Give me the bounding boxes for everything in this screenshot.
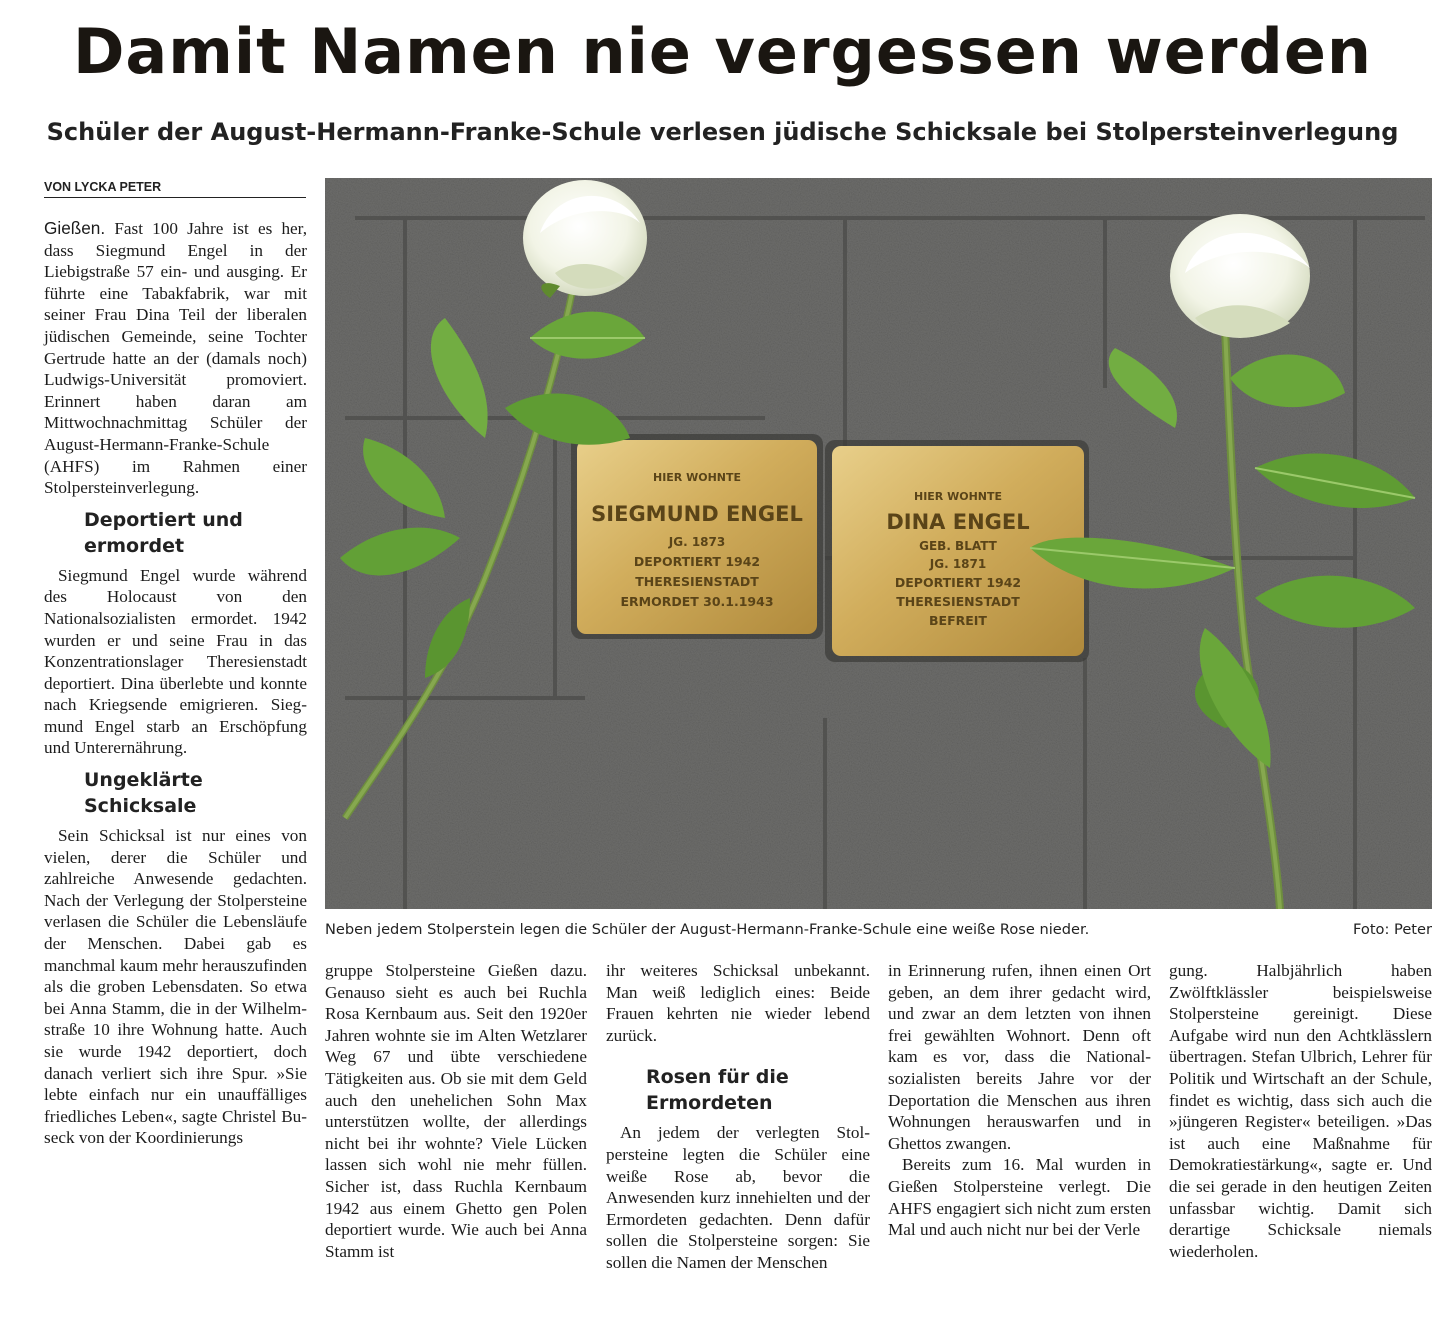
paragraph-3-part-1: Sein Schicksal ist nur eines von vielen, derer die Schüler und zahlreiche Anwesende gedachten. Nach der Verlegung der Stolpersteine verlasen die Schüler die Lebensläufe der Menschen. Dabei gab es manchmal kaum mehr herauszufinden als die groben Lebensdaten. So etwa bei Anna Stamm, die in der Wilhelmstraße 10 ihre Wohnung hatte. Auch sie wurde 1942 deportiert, doch danach verliert sich ihre Spur. »Sie lebte einfach nur ein unauffälliges friedliches Leben«, sagte Christel Buseck von der Koordinierungs — [44, 826, 307, 1148]
subheading-deportiert: Deportiert und ermordet — [84, 508, 243, 557]
paragraph-5-part-2: gung. Halbjährlich haben Zwölftklässler beispielsweise Stolpersteine gereinigt. Diese Aufgabe wird nun den Achtklässlern übertragen. Stefan Ulbrich, Lehrer für Politik und Wirtschaft an der Schule, findet es wichtig, dass sich auch die »jüngeren Register« beteiligen. »Das ist auch eine Maßnahme für Demokratiestärkung«, sagte er. Und die sei gerade in den heutigen Zeiten unfassbar wichtig. Damit sich derartige Schicksale niemals wiederholen. — [1169, 961, 1432, 1261]
photo-caption-bar — [325, 917, 1432, 943]
article-column-5 — [1169, 960, 1432, 1262]
article-column-3 — [606, 960, 870, 1274]
dateline: Gießen. — [44, 218, 106, 238]
subheading-rosen: Rosen für die Ermordeten — [646, 1066, 789, 1115]
subheading-ungeklaerte-schicksale: Ungeklärte Schicksale — [84, 769, 203, 818]
stone2-line6: THERESIENSTADT — [896, 594, 1020, 609]
paragraph-5-part-1: Bereits zum 16. Mal wurden in Gießen Stolpersteine verlegt. Die AHFS engagiert sich nicht zum ersten Mal und auch nicht nur bei der Verle — [888, 1155, 1151, 1240]
stone2-line5: DEPORTIERT 1942 — [894, 575, 1022, 590]
paragraph-4-part-1: An jedem der verlegten Stolpersteine legten die Schüler eine weiße Rose ab, bevor die Anwesenden kurz innehielten und der Ermordeten gedachten. Denn dafür sollen die Stolpersteine sorgen: Sie sollen die Namen der Menschen — [606, 1123, 870, 1272]
paragraph-4-part-2: in Erinnerung rufen, ihnen einen Ort geben, an dem ihrer gedacht wird, und zwar an dem letzten von ihnen frei gewählten Wohnort. Denn oft kam es vor, dass die Nationalsozialisten bereits Jahre vor der Deportation die Menschen aus ihren Wohnungen herauswarfen und in Ghettos zwangen. — [888, 961, 1151, 1153]
paragraph-3-part-2: gruppe Stolpersteine Gießen dazu. Genauso sieht es auch bei Ruchla Rosa Kernbaum aus. Seit den 1920er Jahren wohnte sie im Alten Wetzlarer Weg 67 und übte verschiedene Tätigkeiten aus. Ob sie mit dem Geld auch den unehelichen Sohn Max unterstützen wollte, der allerdings nicht bei ihr wohnte? Viele Lücken lassen sich wohl nie mehr füllen. Sicher ist, dass Ruchla Kernbaum 1942 aus einem Ghetto gen Polen deportiert wurde. Wie auch bei Anna Stamm ist — [325, 961, 587, 1261]
article-column-1 — [44, 218, 307, 1149]
stone1-line3: JG. 1873 — [668, 535, 726, 549]
photo-credit: Foto: Peter — [1353, 921, 1432, 938]
headline: Damit Namen nie vergessen werden — [72, 15, 1373, 88]
subheadline: Schüler der August-Hermann-Franke-Schule verlesen jüdische Schicksale bei Stolpersteinverlegung — [46, 118, 1399, 146]
stone2-line7: BEFREIT — [929, 613, 987, 628]
byline: VON LYCKA PETER — [44, 178, 306, 198]
stone2-line1: HIER WOHNTE — [913, 490, 1003, 503]
stone1-line5: THERESIENSTADT — [635, 574, 759, 589]
stone2-line4: JG. 1871 — [929, 557, 987, 571]
stone1-line6: ERMORDET 30.1.1943 — [620, 594, 774, 609]
stone1-name: SIEGMUND ENGEL — [591, 502, 803, 526]
stone1-line1: HIER WOHNTE — [652, 471, 742, 484]
stone2-line3: GEB. BLATT — [919, 539, 997, 553]
paragraph-intro: Gießen. Fast 100 Jahre ist es her, dass Siegmund Engel in der Liebigstraße 57 ein- und ausging. Er führte eine Tabakfabrik, war mit seiner Frau Dina Teil der liberalen jüdischen Gemeinde, seine Tochter Gertrude hatte an der (damals noch) Ludwigs-Universität promoviert. Erinnert haben daran am Mittwochnachmittag Schüler der August-Hermann-Franke-Schule (AHFS) im Rahmen einer Stolpersteinverlegung. — [44, 218, 307, 498]
article-column-4 — [888, 960, 1151, 1241]
stone1-line4: DEPORTIERT 1942 — [633, 554, 761, 569]
paragraph-2: Siegmund Engel wurde während des Holocaust von den Nationalsozialisten ermordet. 1942 wurden er und seine Frau in das Konzentrationslager Theresienstadt deportiert. Dina überlebte und konnte nach Kriegsende emigrieren. Siegmund Engel starb an Erschöpfung und Unterernährung. — [44, 565, 307, 758]
article-photo — [325, 178, 1432, 909]
paragraph-3-part-3: ihr weiteres Schicksal unbekannt. Man weiß lediglich eines: Beide Frauen kehrten nie wieder lebend zurück. — [606, 961, 870, 1045]
stolperstein-siegmund-engel — [571, 434, 823, 639]
article-column-2 — [325, 960, 587, 1262]
stone2-name: DINA ENGEL — [886, 510, 1030, 534]
photo-caption: Neben jedem Stolperstein legen die Schüler der August-Hermann-Franke-Schule eine weiße Rose nieder. — [325, 921, 1090, 938]
